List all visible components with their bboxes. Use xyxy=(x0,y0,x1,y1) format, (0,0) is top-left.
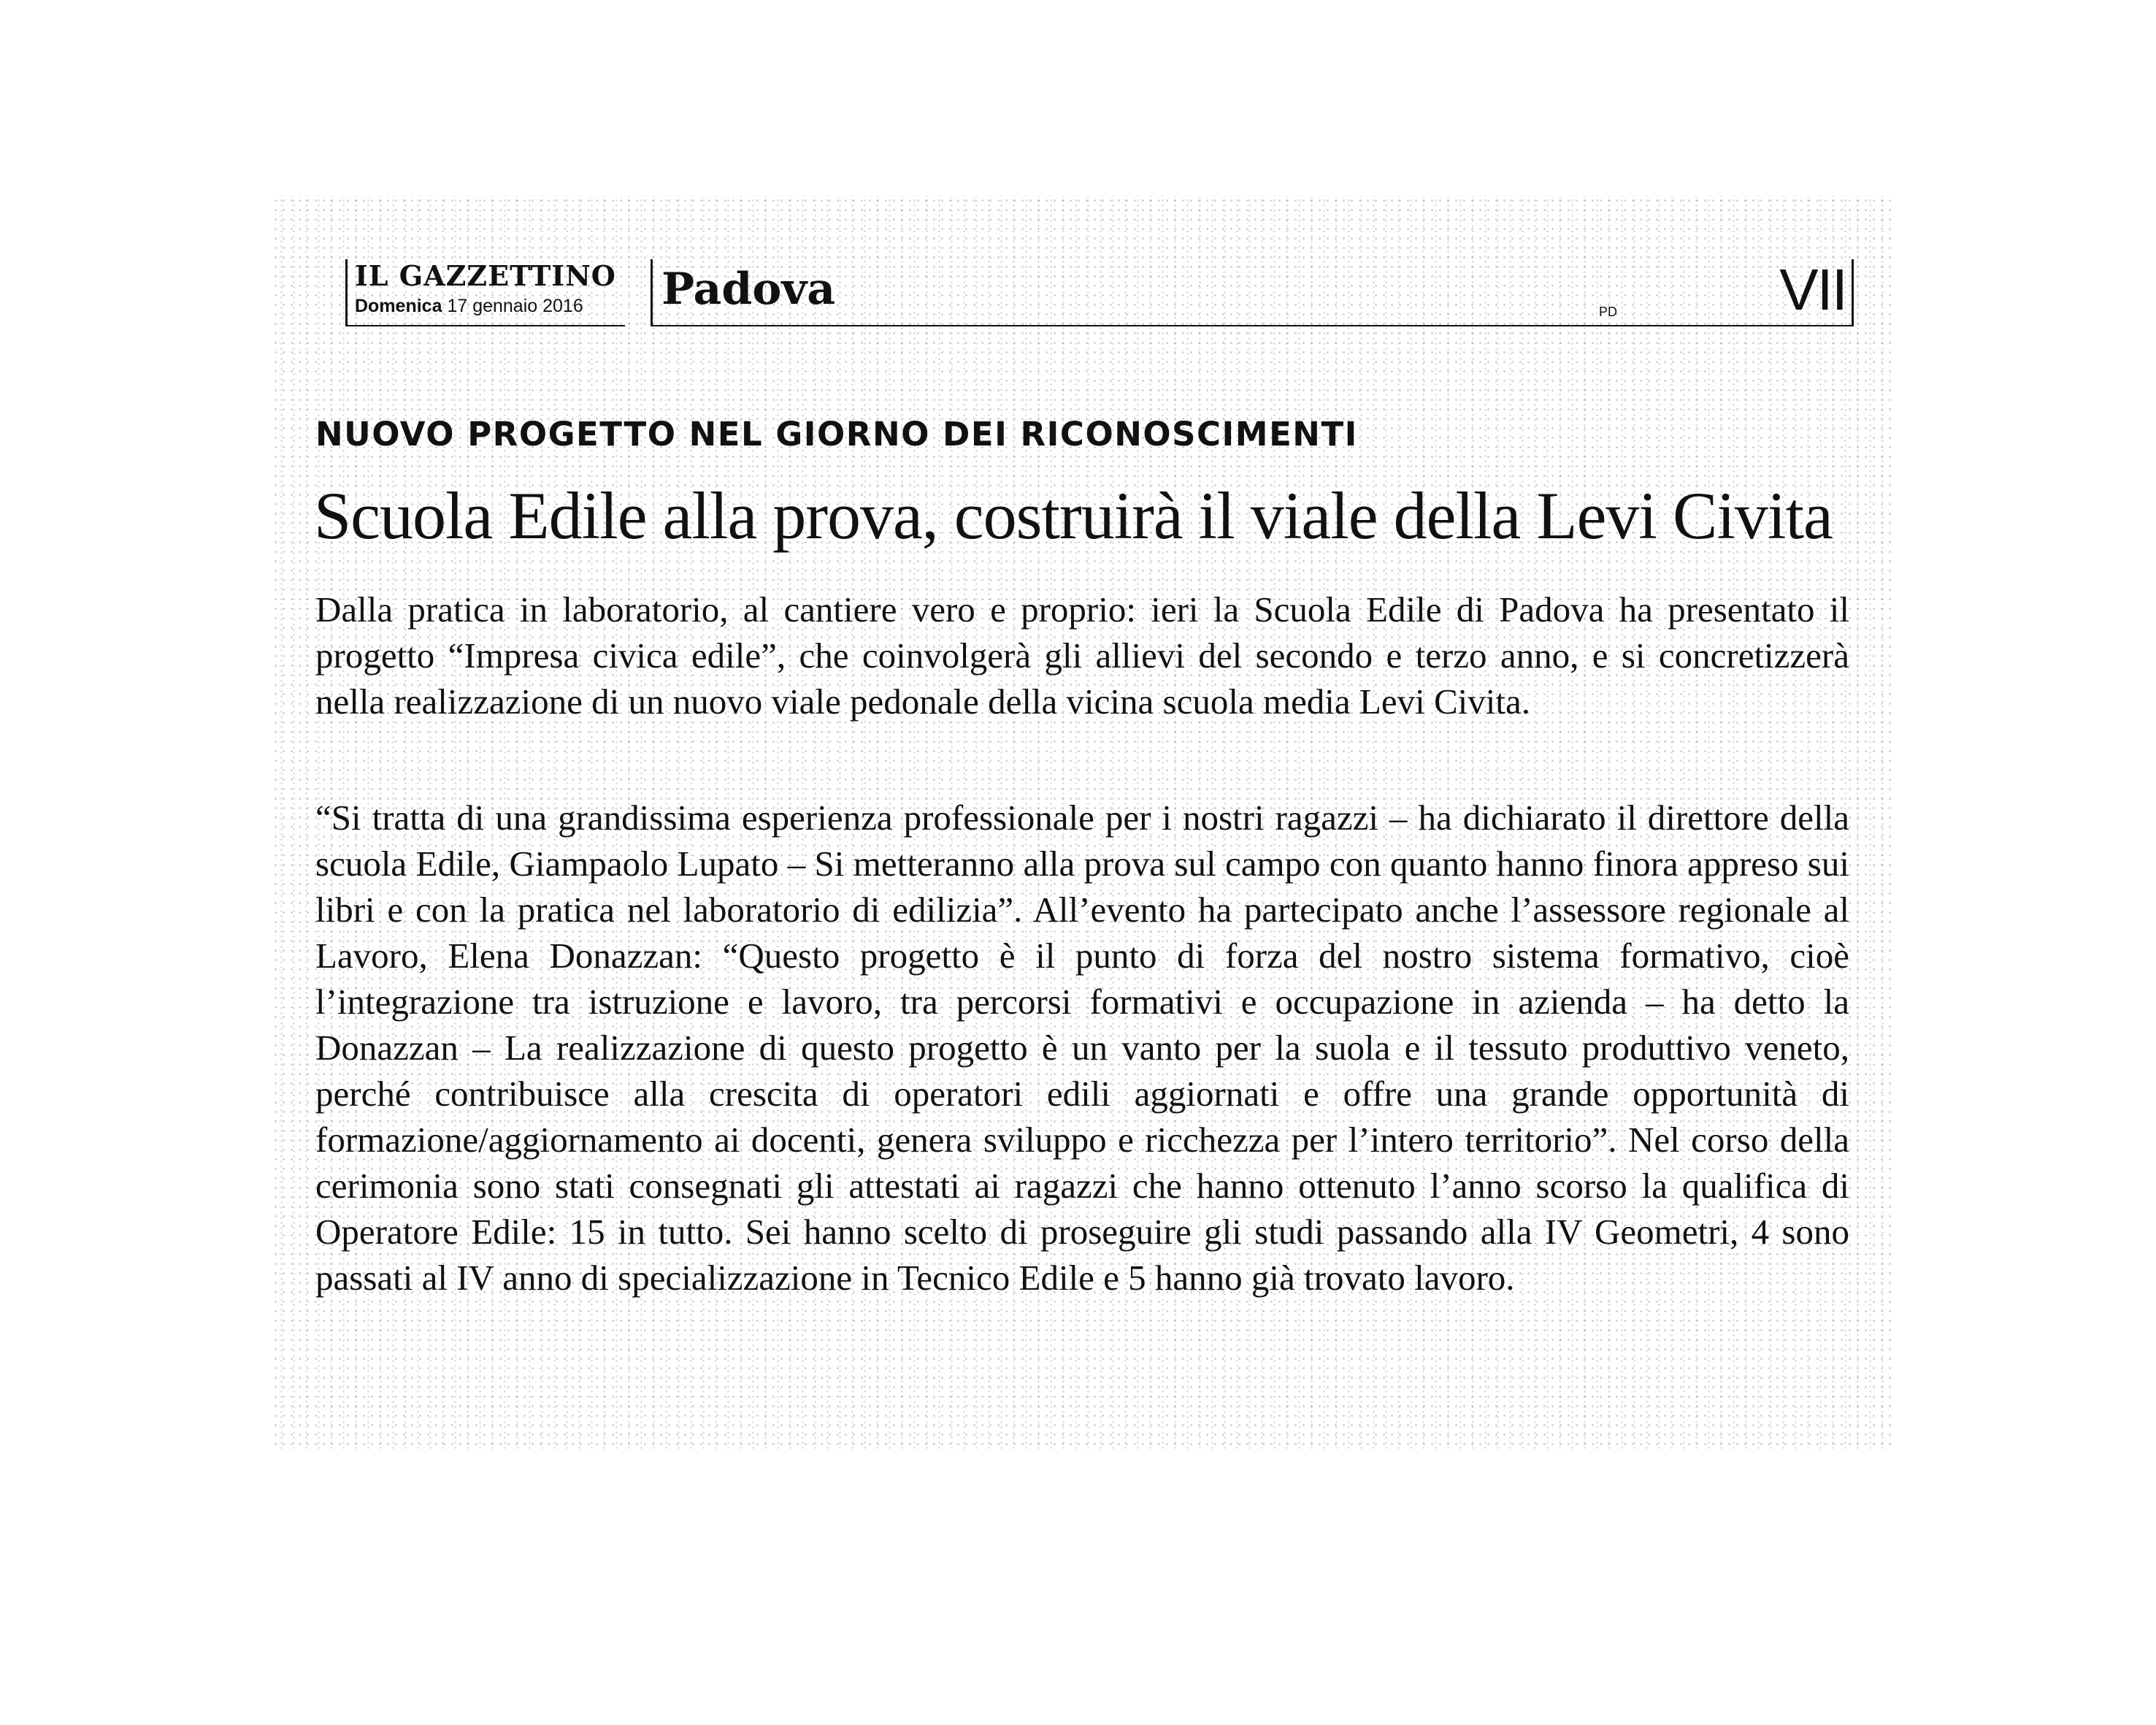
publication-date xyxy=(355,296,583,317)
publication-day: Domenica xyxy=(355,296,442,316)
masthead xyxy=(345,259,1853,326)
article-paragraph: Dalla pratica in laboratorio, al cantiere vero e proprio: ieri la Scuola Edile di Padova ha presentato il progetto “Impresa civica edile”, che coinvolgerà gli allievi del secondo e terzo anno, e si concretizzerà nella realizzazione di un nuovo viale pedonale della vicina scuola media Levi Civita. xyxy=(315,589,1849,722)
section-name: Padova xyxy=(661,264,836,315)
article-kicker: NUOVO PROGETTO NEL GIORNO DEI RICONOSCIMENTI xyxy=(315,415,1358,454)
publication-date-value: 17 gennaio 2016 xyxy=(447,296,583,316)
edition-code: PD xyxy=(1599,305,1618,319)
newspaper-block xyxy=(345,259,625,326)
newspaper-name: IL GAZZETTINO xyxy=(355,259,616,292)
article-headline: Scuola Edile alla prova, costruirà il viale della Levi Civita xyxy=(314,478,1833,553)
section-block xyxy=(651,259,1854,326)
page-number: VII xyxy=(1779,257,1846,322)
article-paragraph: “Si tratta di una grandissima esperienza professionale per i nostri ragazzi – ha dichiarato il direttore della scuola Edile, Giampaolo Lupato – Si metteranno alla prova sul campo con quanto hanno finora appreso sui libri e con la pratica nel laboratorio di edilizia”. All’evento ha partecipato anche l’assessore regionale al Lavoro, Elena Donazzan: “Questo progetto è il punto di forza del nostro sistema formativo, cioè l’integrazione tra istruzione e lavoro, tra percorsi formativi e occupazione in azienda – ha detto la Donazzan – La realizzazione di questo progetto è un vanto per la suola e il tessuto produttivo veneto, perché contribuisce alla crescita di operatori edili aggiornati e offre una grande opportunità di formazione/aggiornamento ai docenti, genera sviluppo e ricchezza per l’intero territorio”. Nel corso della cerimonia sono stati consegnati gli attestati ai ragazzi che hanno ottenuto l’anno scorso la qualifica di Operatore Edile: 15 in tutto. Sei hanno scelto di proseguire gli studi passando alla IV Geometri, 4 sono passati al IV anno di specializzazione in Tecnico Edile e 5 hanno già trovato lavoro. xyxy=(315,798,1849,1298)
page-number-divider xyxy=(1852,259,1854,325)
